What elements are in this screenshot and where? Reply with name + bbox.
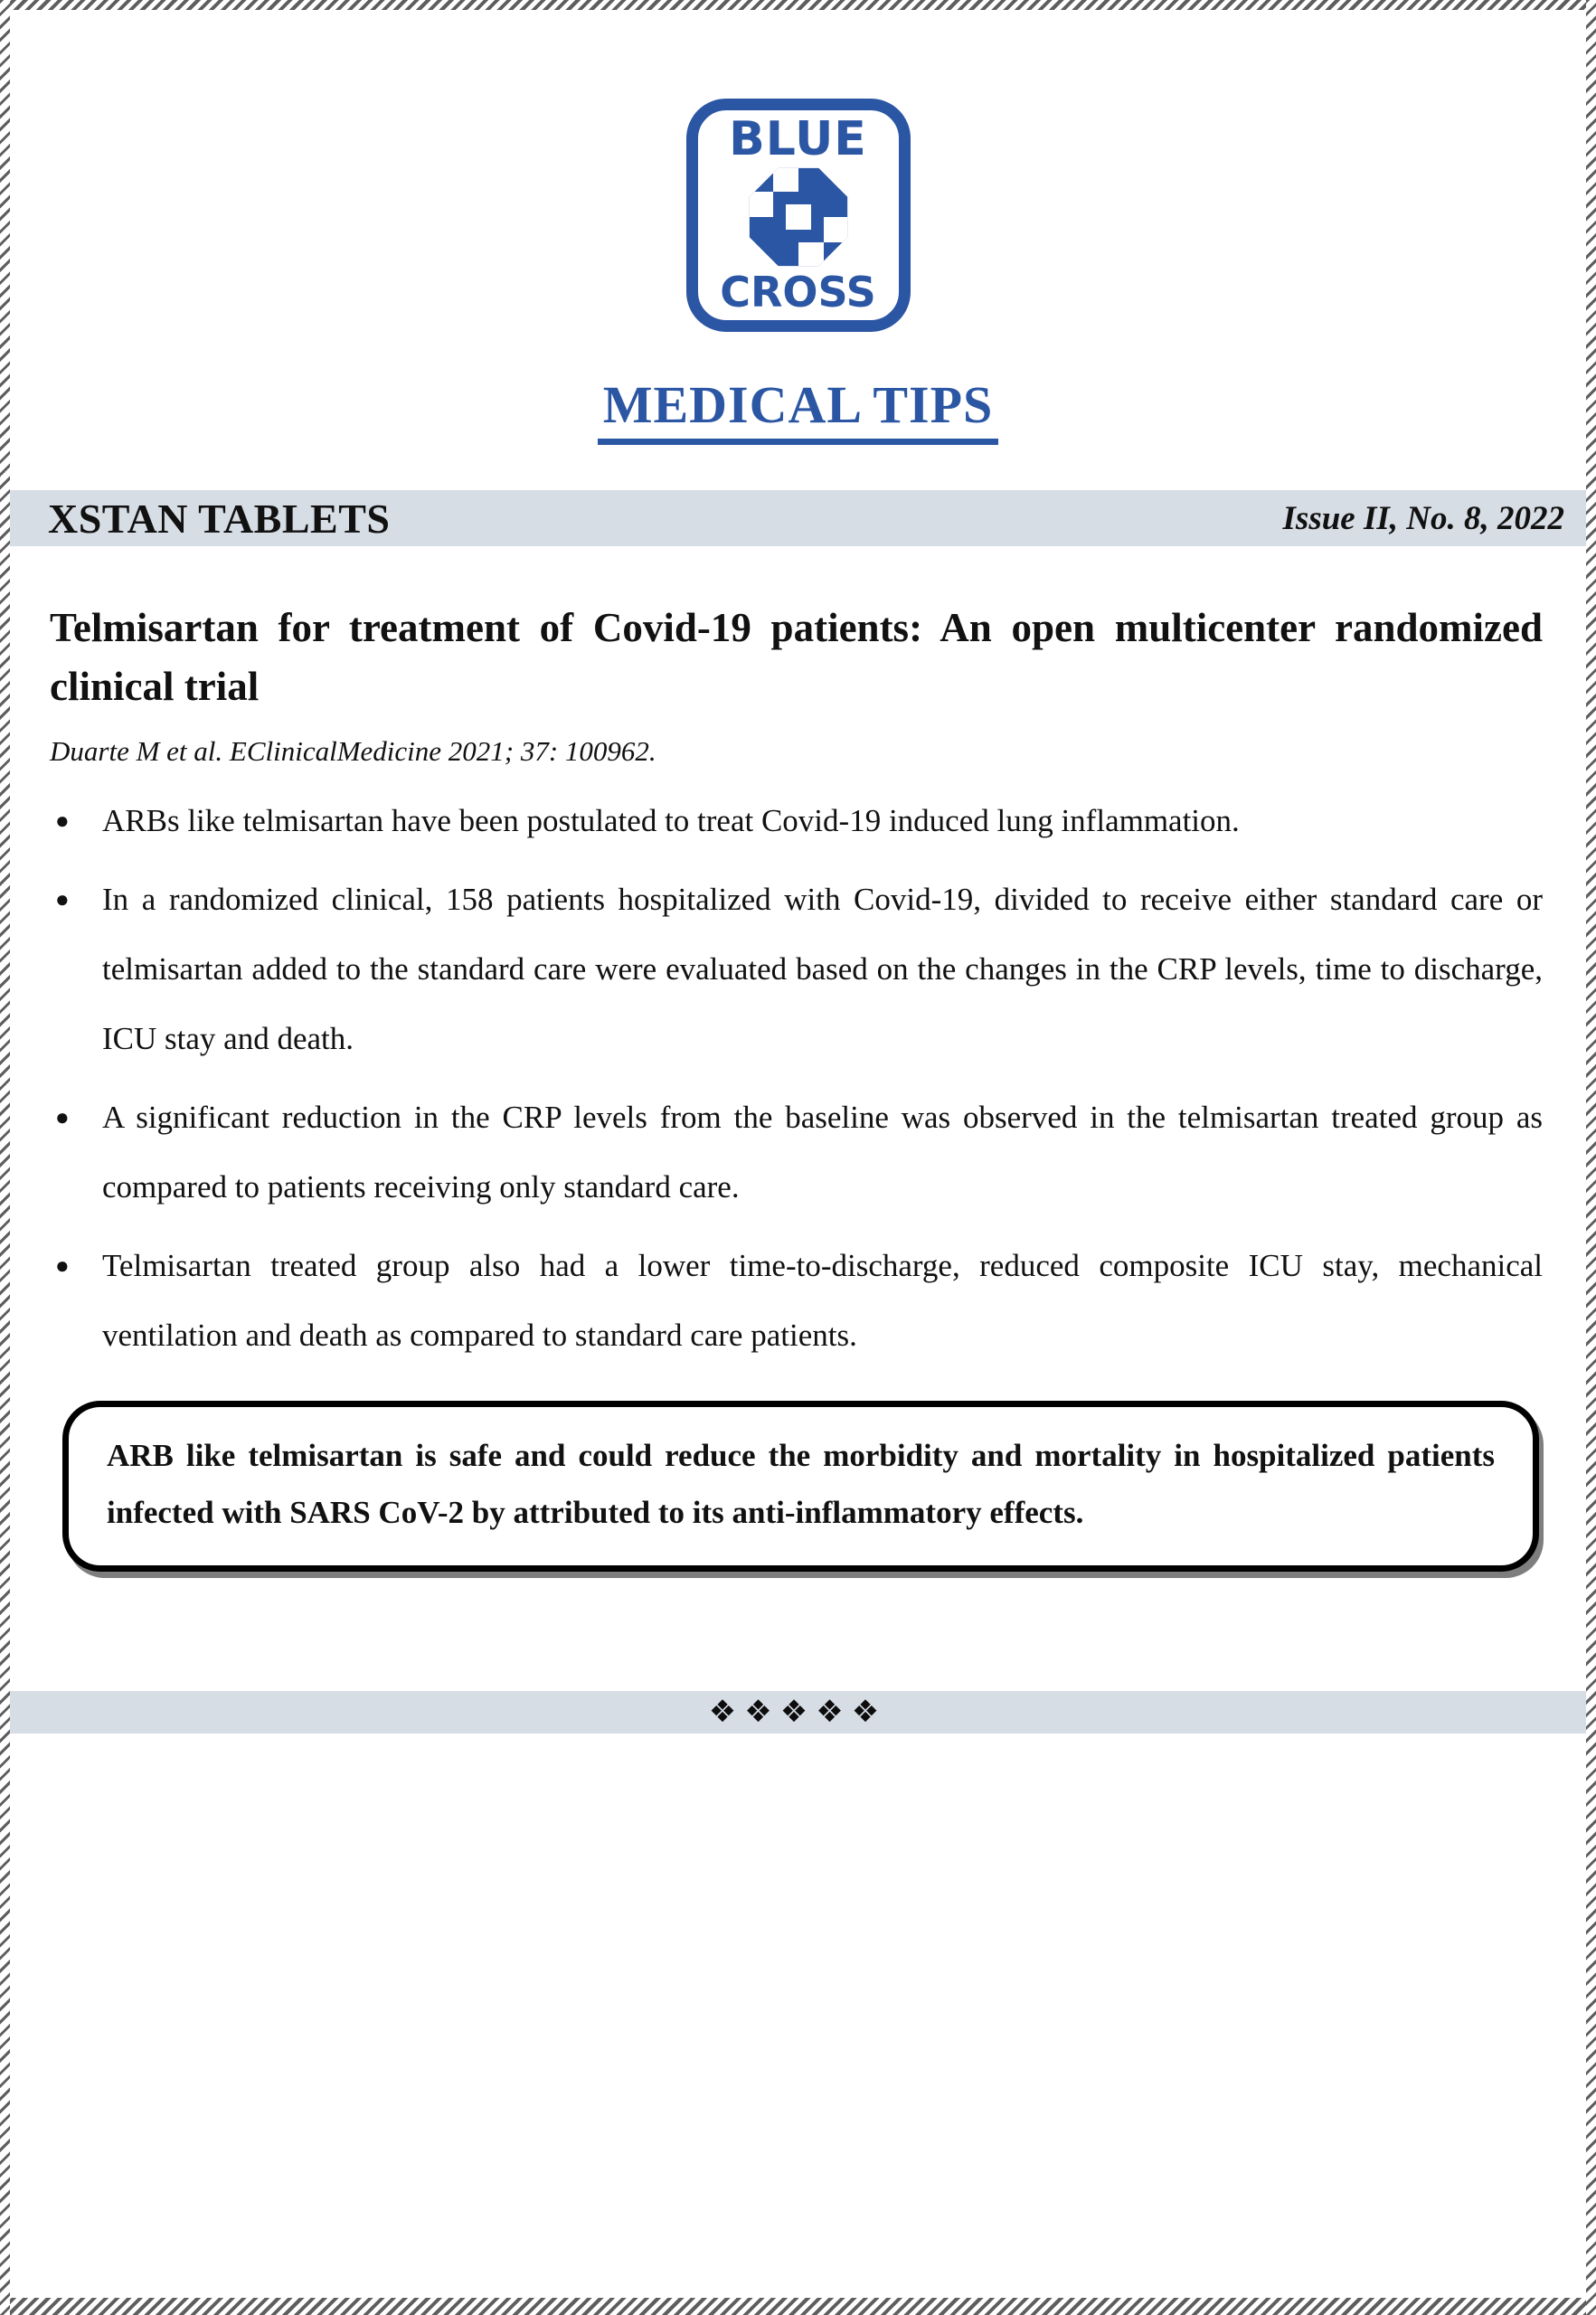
logo-word-blue: BLUE: [729, 112, 867, 166]
bullet-text: In a randomized clinical, 158 patients hospitalized with Covid-19, divided to receive either standard care or telmisartan added to the standard care were evaluated based on the changes in the CRP levels, time to discharge, ICU stay and death.: [102, 881, 1543, 1056]
article-title: Telmisartan for treatment of Covid-19 patients: An open multicenter randomized clinical trial: [50, 605, 1543, 710]
masthead-title: MEDICAL TIPS: [598, 379, 999, 445]
page-border-bottom: [0, 2298, 1596, 2315]
issue-bar: [10, 490, 1586, 546]
blue-cross-logo: [686, 99, 911, 332]
bullet-dot-icon: ●: [55, 885, 70, 912]
summary-box: [62, 1401, 1539, 1572]
bullet-list: [50, 786, 1543, 1370]
checkered-cross-icon: [748, 166, 849, 268]
diamond-divider-icon: ❖❖❖❖❖: [708, 1693, 888, 1730]
logo-word-cross: CROSS: [720, 268, 876, 317]
issue-number: Issue II, No. 8, 2022: [1282, 499, 1564, 537]
bullet-item: [55, 786, 1543, 855]
bullet-item: [55, 865, 1543, 1073]
bullet-dot-icon: ●: [55, 807, 70, 834]
article: [10, 599, 1586, 1572]
bullet-text: A significant reduction in the CRP levels from the baseline was observed in the telmisartan treated group as compared to patients receiving only standard care.: [102, 1099, 1543, 1205]
bullet-text: Telmisartan treated group also had a lower time-to-discharge, reduced composite ICU stay, mechanical ventilation and death as compared to standard care patients.: [102, 1247, 1543, 1353]
bullet-item: [55, 1231, 1543, 1370]
footer-divider-bar: [10, 1691, 1586, 1734]
masthead: [10, 375, 1586, 445]
page-border-top: [0, 0, 1596, 10]
bullet-dot-icon: ●: [55, 1103, 70, 1130]
article-citation: Duarte M et al. EClinicalMedicine 2021; 37: 100962.: [50, 734, 656, 767]
bullet-text: ARBs like telmisartan have been postulated to treat Covid-19 induced lung inflammation.: [102, 802, 1240, 838]
summary-text: ARB like telmisartan is safe and could reduce the morbidity and mortality in hospitalized patients infected with SARS CoV-2 by attributed to its anti-inflammatory effects.: [107, 1437, 1495, 1531]
bullet-dot-icon: ●: [55, 1252, 70, 1279]
logo-block: [10, 99, 1586, 332]
page-content: [10, 10, 1586, 2298]
product-name: XSTAN TABLETS: [48, 495, 391, 542]
page-border-right: [1586, 0, 1596, 2315]
page-border-left: [0, 0, 10, 2315]
bullet-item: [55, 1082, 1543, 1222]
